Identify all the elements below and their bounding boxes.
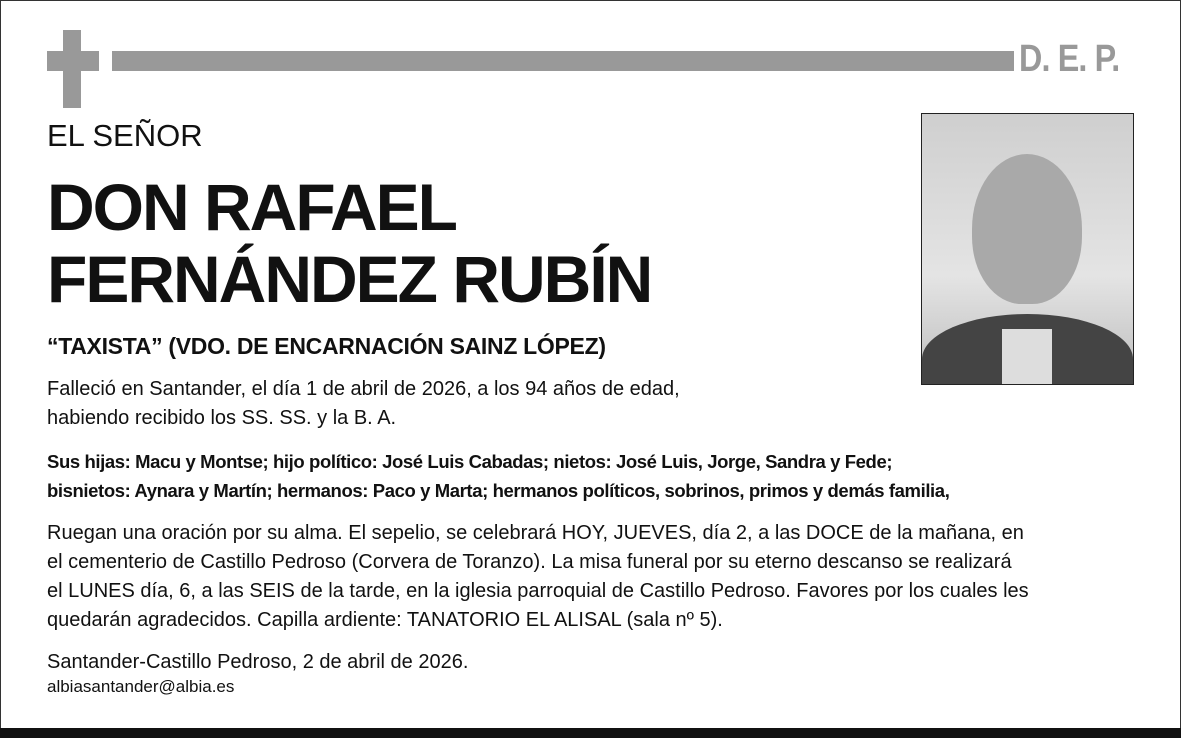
deceased-name-line2: FERNÁNDEZ RUBÍN <box>47 242 652 316</box>
family-line-2: bisnietos: Aynara y Martín; hermanos: Paco y Marta; hermanos políticos, sobrinos, primos y demás familia, <box>47 480 950 501</box>
announcement-line: el LUNES día, 6, a las SEIS de la tarde, en la iglesia parroquial de Castillo Pedroso. Favores por los cuales les <box>47 580 1029 602</box>
bottom-bar <box>0 728 1181 738</box>
place-date: Santander-Castillo Pedroso, 2 de abril de 2026. <box>47 651 469 673</box>
header-rule <box>112 51 1014 71</box>
deceased-photo <box>921 113 1134 385</box>
deceased-alias: “TAXISTA” (VDO. DE ENCARNACIÓN SAINZ LÓPEZ) <box>47 333 606 359</box>
title-prefix: EL SEÑOR <box>47 118 203 153</box>
family-line-1: Sus hijas: Macu y Montse; hijo político: José Luis Cabadas; nietos: José Luis, Jorge, Sandra y Fede; <box>47 451 893 472</box>
deceased-name-line1: DON RAFAEL <box>47 170 456 244</box>
contact-email[interactable]: albiasantander@albia.es <box>47 677 235 696</box>
announcement-line: Ruegan una oración por su alma. El sepelio, se celebrará HOY, JUEVES, día 2, a las DOCE de la mañana, en <box>47 522 1024 544</box>
announcement-line: el cementerio de Castillo Pedroso (Corvera de Toranzo). La misa funeral por su eterno descanso se realizará <box>47 551 1012 573</box>
death-line-1: Falleció en Santander, el día 1 de abril de 2026, a los 94 años de edad, <box>47 378 680 400</box>
announcement-line: quedarán agradecidos. Capilla ardiente: TANATORIO EL ALISAL (sala nº 5). <box>47 609 723 631</box>
dep-label: D. E. P. <box>1019 38 1120 80</box>
death-line-2: habiendo recibido los SS. SS. y la B. A. <box>47 407 397 429</box>
